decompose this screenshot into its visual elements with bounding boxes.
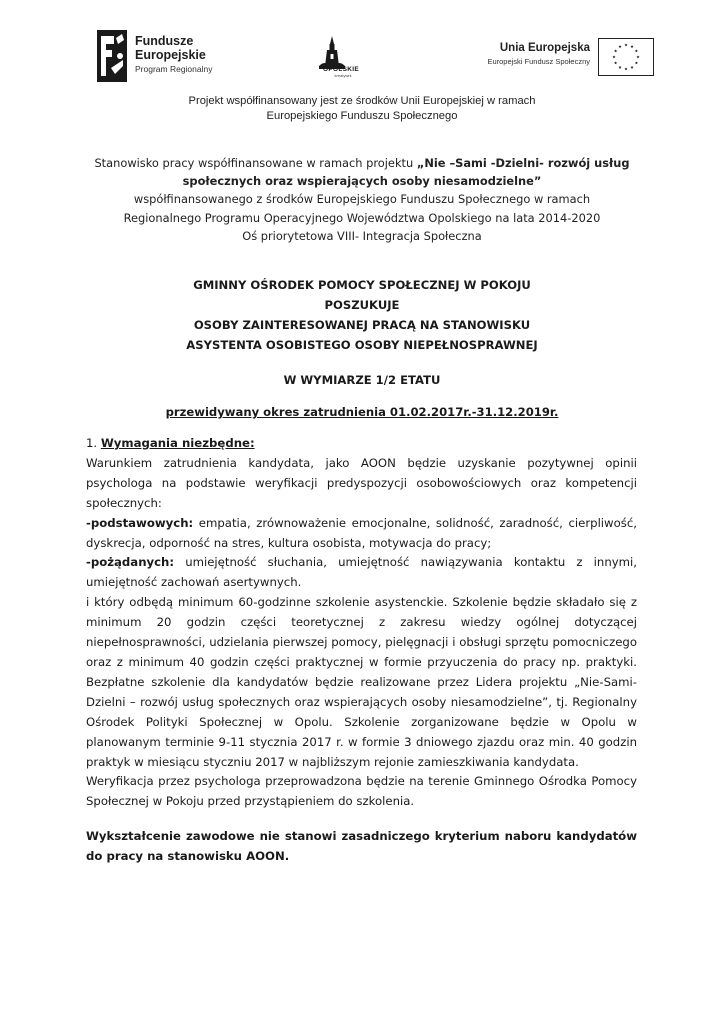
intro-line3: współfinansowanego z środków Europejskiego Funduszu Społecznego w ramach (133, 192, 591, 207)
opolskie-tower-icon (317, 36, 347, 70)
eu-flag-icon (598, 38, 654, 76)
project-name-part2: społecznych oraz wspierających osoby niesamodzielne” (182, 174, 542, 189)
requirements-number: 1. (86, 436, 101, 450)
announcement-line4: ASYSTENTA OSOBISTEGO OSOBY NIEPEŁNOSPRAWNEJ (186, 338, 538, 352)
opolskie-tagline: kreatywni (334, 73, 352, 78)
requirements-paragraph-2: i który odbędą minimum 60-godzinne szkolenie asystenckie. Szkolenie będzie składało się z minimum 20 godzin części teoretycznej z zakresu wiedzy ogólnej dotyczącej niepełnosprawności, udzielania pierwszej pomocy, pielęgnacji i obsługi sprzętu pomocniczego oraz z minimum 40 godzin części praktycznej w formie przyuczenia do pracy np. praktyki. Bezpłatne szkolenie dla kandydatów będzie realizowane przez Lidera projektu „Nie-Sami-Dzielni – rozwój usług społecznych oraz wspierających osoby niesamodzielne”, tj. Regionalny Ośrodek Polityki Społecznej w Opolu. Szkolenie zorganizowane będzie w Opolu w planowanym terminie 9-11 stycznia 2017 r. w formie 3 dniowego zjazdu oraz min. 40 godzin praktyk w miesiącu styczniu 2017 w najbliższym rejonie zamieszkiwania kandydata. (86, 595, 637, 769)
fe-title-line1: Fundusze (135, 34, 194, 48)
ue-subtitle: Europejski Fundusz Społeczny (487, 57, 590, 66)
announcement-line1: GMINNY OŚRODEK POMOCY SPOŁECZNEJ W POKOJU (193, 278, 531, 292)
announcement-heading (70, 275, 654, 355)
ue-title: Unia Europejska (499, 42, 590, 54)
fundusze-europejskie-logo (97, 30, 237, 82)
basic-competences-label: -podstawowych: (86, 515, 194, 530)
intro-line1-prefix: Stanowisko pracy współfinansowane w ramach projektu (94, 156, 417, 170)
requirements-title-text: Wymagania niezbędne: (100, 436, 255, 450)
announcement-line2: POSZUKUJE (324, 298, 400, 312)
requirements-paragraph-1: Warunkiem zatrudnienia kandydata, jako AOON będzie uzyskanie pozytywnej opinii psychologa na podstawie weryfikacji predyspozycji osobowościowych oraz kompetencji społecznych: (86, 455, 637, 510)
basic-competences-text: empatia, zrównoważenie emocjonalne, solidność, zaradność, cierpliwość, dyskrecja, odporność na stres, kultura osobista, motywacja do pracy; (86, 515, 637, 550)
desired-competences-label: -pożądanych: (86, 555, 175, 570)
project-intro (70, 154, 654, 245)
desired-competences (86, 553, 637, 593)
opolskie-logo (305, 36, 367, 80)
project-name-part1: „Nie –Sami -Dzielni- rozwój usług (416, 156, 630, 170)
requirements-title (86, 434, 637, 454)
cofinancing-note-line1: Projekt współfinansowany jest ze środków Unii Europejskiej w ramach (188, 95, 536, 107)
fe-title-line2: Europejskie (135, 48, 206, 62)
announcement-line3: OSOBY ZAINTERESOWANEJ PRACĄ NA STANOWISKU (193, 318, 531, 332)
fe-subtitle: Program Regionalny (135, 64, 213, 74)
intro-line4: Regionalnego Programu Operacyjnego Województwa Opolskiego na lata 2014-2020 (123, 210, 601, 225)
basic-competences (86, 514, 637, 554)
employment-fraction: W WYMIARZE 1/2 ETATU (283, 373, 441, 387)
requirements-section (86, 434, 637, 812)
requirements-paragraph-3: Weryfikacja przez psychologa przeprowadzona będzie na terenie Gminnego Ośrodka Pomocy Społecznej w Pokoju przed przystąpieniem do szkolenia. (86, 774, 637, 809)
cofinancing-note (0, 94, 724, 123)
fundusze-europejskie-icon (97, 30, 127, 82)
opolskie-name: OPOLSKIE (323, 66, 359, 73)
cofinancing-note-line2: Europejskiego Funduszu Społecznego (266, 109, 458, 122)
employment-period: przewidywany okres zatrudnienia 01.02.2017r.-31.12.2019r. (165, 405, 559, 419)
intro-line5: Oś priorytetowa VIII- Integracja Społeczna (242, 228, 482, 243)
closing-statement: Wykształcenie zawodowe nie stanowi zasadniczego kryterium naboru kandydatów do pracy na stanowisku AOON. (86, 829, 637, 863)
unia-europejska-logo (440, 42, 590, 66)
desired-competences-text: umiejętność słuchania, umiejętność nawiązywania kontaktu z innymi, umiejętność zachowań asertywnych. (86, 555, 637, 590)
